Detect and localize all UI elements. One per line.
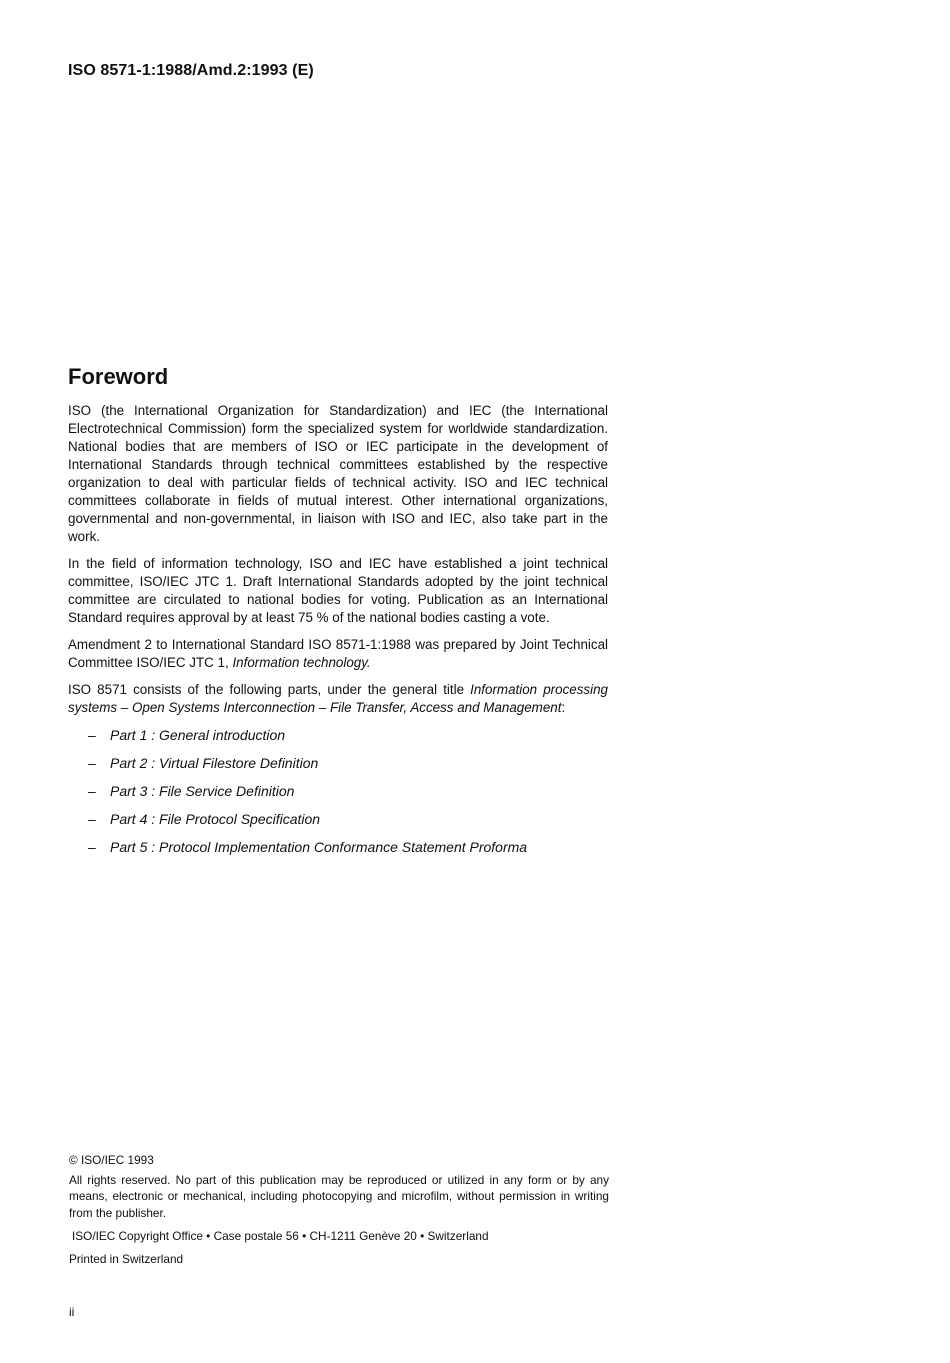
foreword-paragraph-1: ISO (the International Organization for Standardization) and IEC (the International Electrotechnical Commission) form the specialized system for worldwide standardization. National bodies that are members of ISO or IEC participate in the development of International Standards through technical committees established by the respective organization to deal with particular fields of technical activity. ISO and IEC technical committees collaborate in fields of mutual interest. Other international organizations, governmental and non-governmental, in liaison with ISO and IEC, also take part in the work. xyxy=(68,403,608,544)
list-item xyxy=(88,838,608,856)
parts-list xyxy=(68,726,608,856)
part-label: Part 2 : Virtual Filestore Definition xyxy=(110,755,319,771)
foreword-title: Foreword xyxy=(68,364,169,389)
list-item xyxy=(88,810,608,828)
copyright-address: ISO/IEC Copyright Office • Case postale 56 • CH-1211 Genève 20 • Switzerland xyxy=(72,1229,489,1243)
document-identifier: ISO 8571-1:1988/Amd.2:1993 (E) xyxy=(68,62,314,79)
list-dash: – xyxy=(88,783,96,799)
list-dash: – xyxy=(88,727,96,743)
copyright-block xyxy=(69,1152,609,1267)
part-label: Part 4 : File Protocol Specification xyxy=(110,811,321,827)
parts-intro-end: : xyxy=(561,700,566,715)
list-dash: – xyxy=(88,839,96,855)
list-dash: – xyxy=(88,755,96,771)
amendment-italic: Information technology. xyxy=(232,655,371,670)
page-number: ii xyxy=(69,1305,75,1319)
parts-intro-text: ISO 8571 consists of the following parts, under the general title xyxy=(68,682,471,697)
foreword-section xyxy=(68,364,608,866)
part-label: Part 3 : File Service Definition xyxy=(110,783,295,799)
list-dash: – xyxy=(88,811,96,827)
list-item xyxy=(88,726,608,744)
parts-intro-paragraph xyxy=(68,681,608,717)
parts-intro-italic: Information processing systems – Open Systems Interconnection – File Transfer, Access and Management xyxy=(68,682,608,715)
printed-in: Printed in Switzerland xyxy=(69,1251,184,1266)
part-label: Part 5 : Protocol Implementation Conformance Statement Proforma xyxy=(110,839,528,855)
foreword-paragraph-2: In the field of information technology, ISO and IEC have established a joint technical committee, ISO/IEC JTC 1. Draft International Standards adopted by the joint technical committee are circulated to national bodies for voting. Publication as an International Standard requires approval by at least 75 % of the national bodies casting a vote. xyxy=(68,556,608,625)
amendment-paragraph xyxy=(68,636,608,672)
list-item xyxy=(88,782,608,800)
list-item xyxy=(88,754,608,772)
copyright-year: © ISO/IEC 1993 xyxy=(69,1153,154,1167)
amendment-text: Amendment 2 to International Standard ISO 8571-1:1988 was prepared by Joint Technical Committee ISO/IEC JTC 1, xyxy=(68,637,608,670)
part-label: Part 1 : General introduction xyxy=(110,727,286,743)
copyright-rights: All rights reserved. No part of this publication may be reproduced or utilized in any form or by any means, electronic or mechanical, including photocopying and microfilm, without permission in writing from the publisher. xyxy=(69,1172,609,1220)
